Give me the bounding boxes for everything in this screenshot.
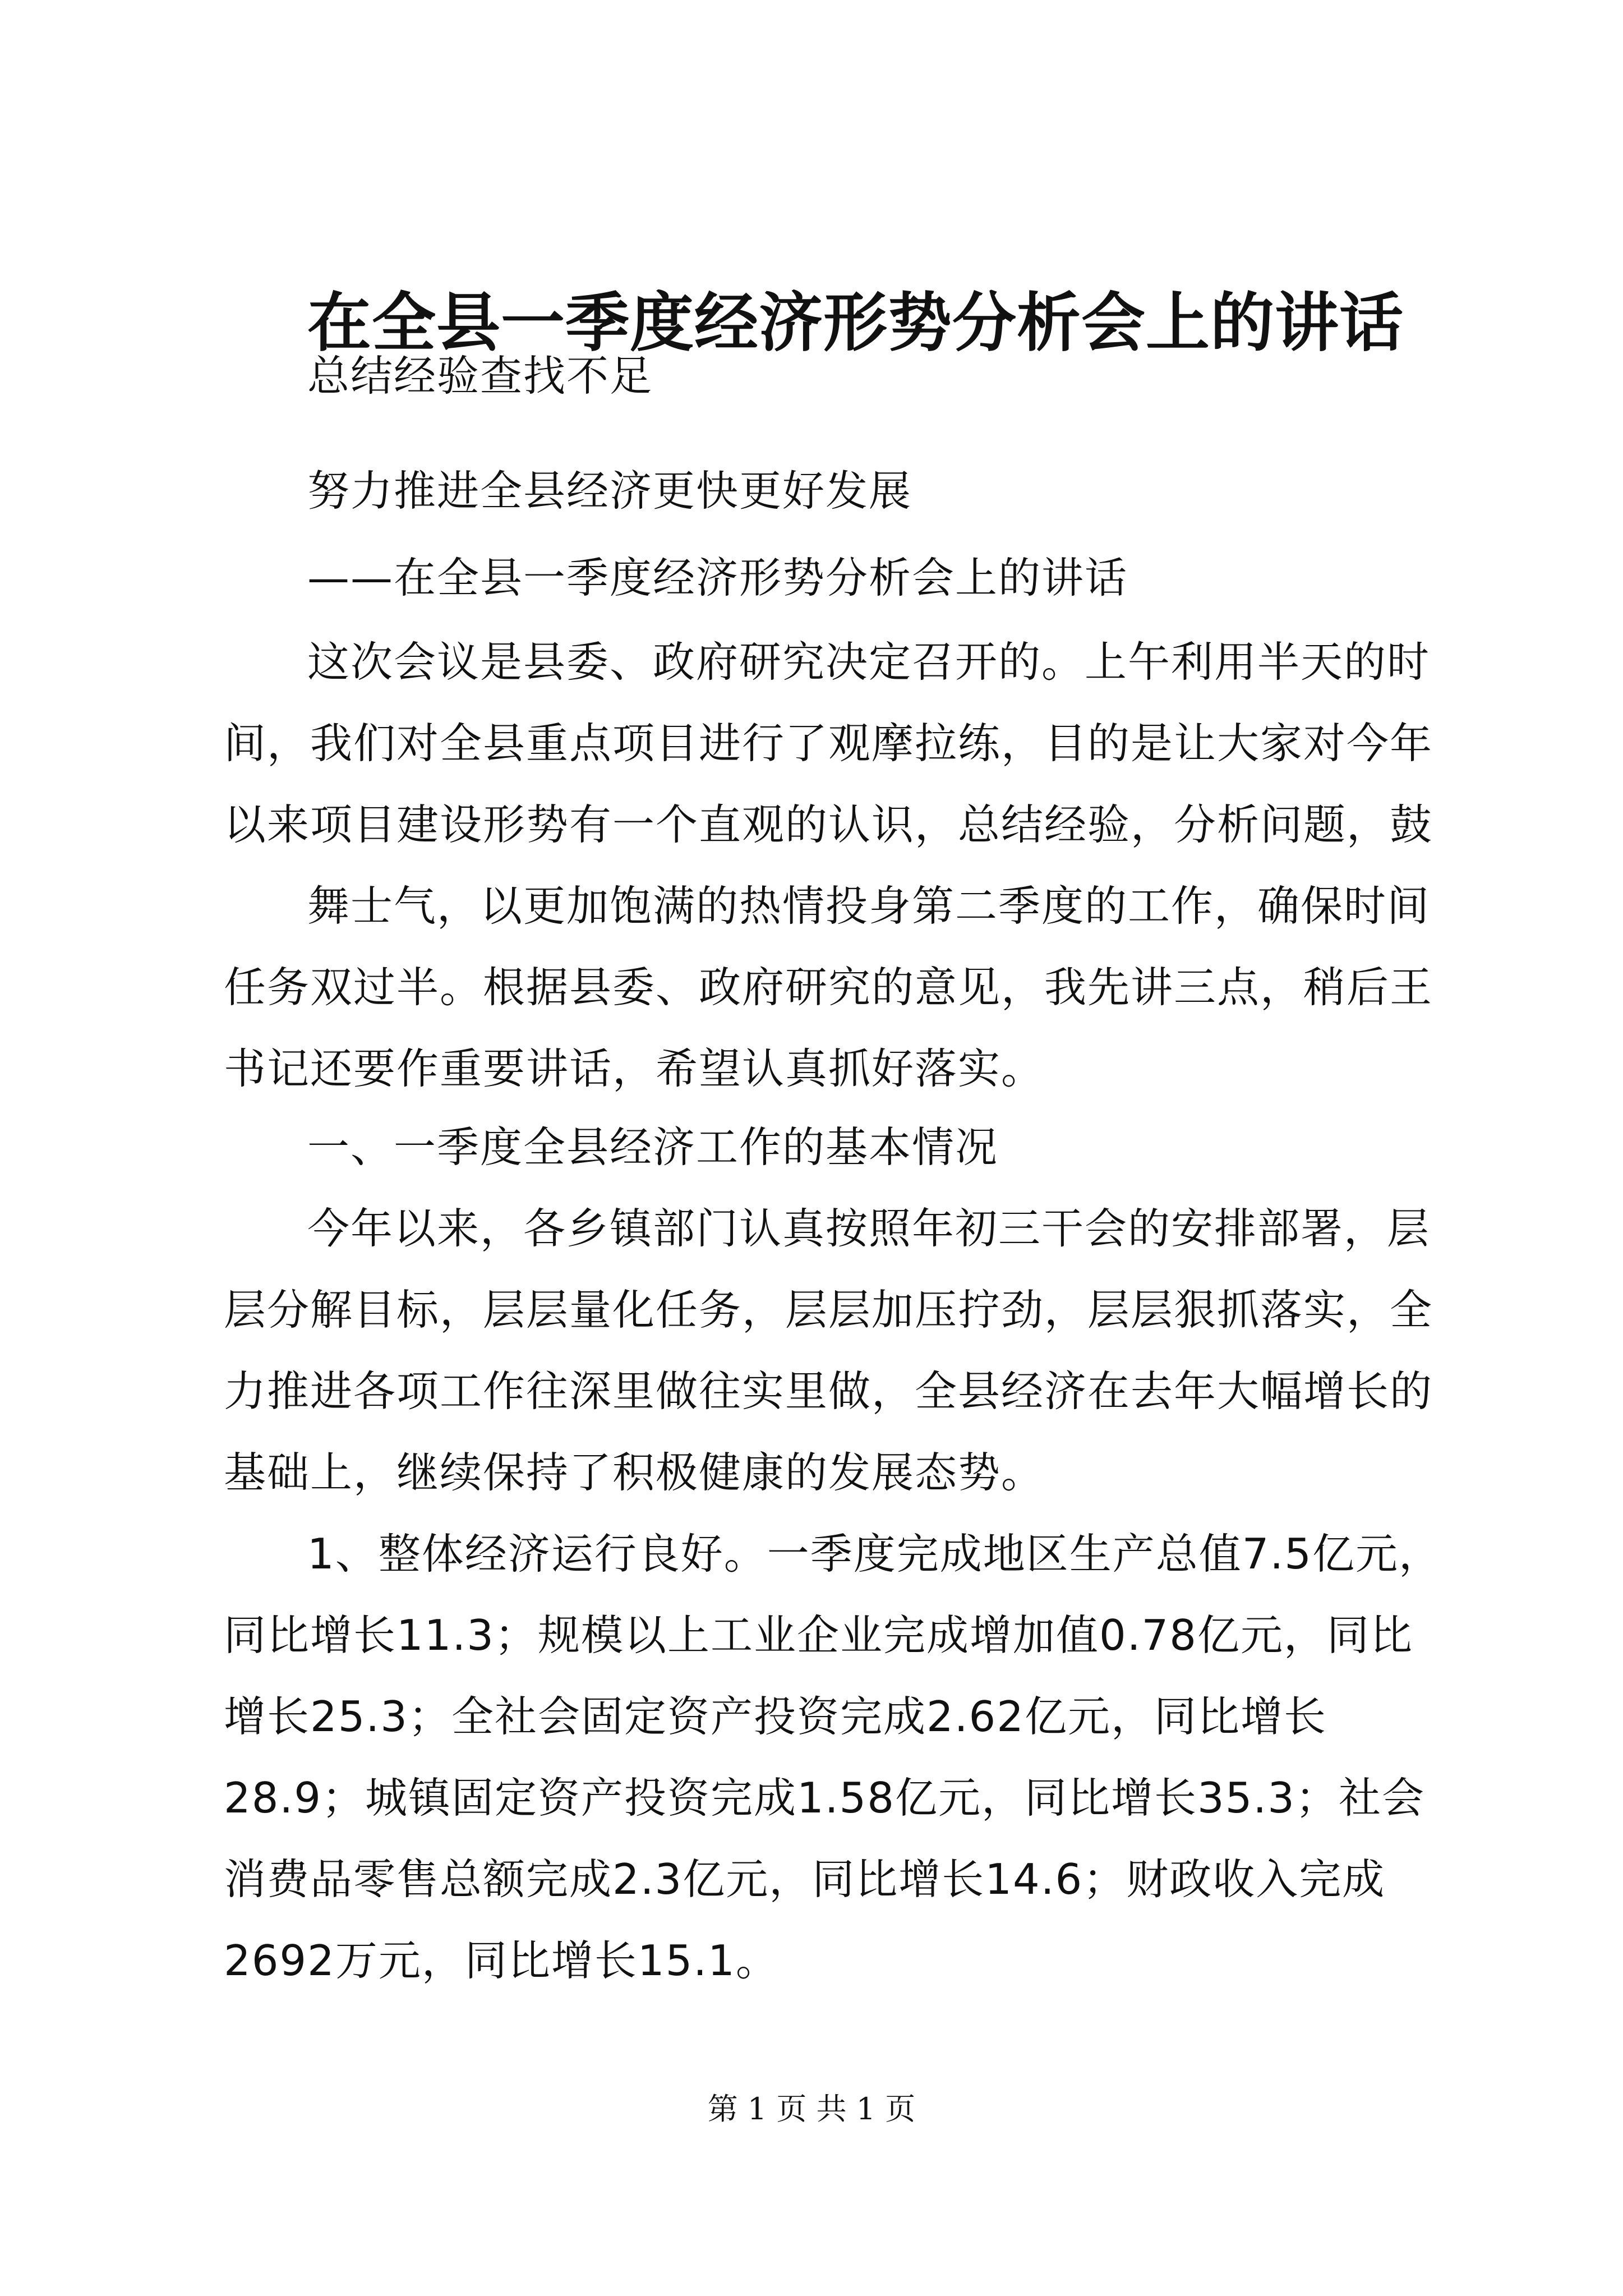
body-line: 任务双过半。根据县委、政府研究的意见，我先讲三点，稍后王 [224,963,1433,1012]
body-line: 增长25.3；全社会固定资产投资完成2.62亿元，同比增长 [224,1692,1327,1741]
body-line: 书记还要作重要讲话，希望认真抓好落实。 [224,1044,1045,1093]
document-title: 在全县一季度经济形势分析会上的讲话 [307,285,1404,360]
body-line: 2692万元，同比增长15.1。 [224,1936,779,1985]
subtitle-line-3: ——在全县一季度经济形势分析会上的讲话 [307,553,1128,602]
body-line: 间，我们对全县重点项目进行了观摩拉练，目的是让大家对今年 [224,719,1433,768]
body-line: 基础上，继续保持了积极健康的发展态势。 [224,1448,1045,1497]
body-line: 今年以来，各乡镇部门认真按照年初三干会的安排部署，层 [307,1204,1431,1253]
body-line: 28.9；城镇固定资产投资完成1.58亿元，同比增长35.3；社会 [224,1773,1425,1823]
body-line: 消费品零售总额完成2.3亿元，同比增长14.6；财政收入完成 [224,1855,1386,1904]
page-footer: 第 1 页 共 1 页 [707,2091,916,2127]
subtitle-line-2: 努力推进全县经济更快更好发展 [307,466,912,516]
body-line: 力推进各项工作往深里做往实里做，全县经济在去年大幅增长的 [224,1366,1433,1416]
body-line: 这次会议是县委、政府研究决定召开的。上午利用半天的时 [307,637,1431,687]
body-line: 1、整体经济运行良好。一季度完成地区生产总值7.5亿元， [307,1529,1442,1579]
body-line: 同比增长11.3；规模以上工业企业完成增加值0.78亿元，同比 [224,1611,1413,1660]
body-line: 层分解目标，层层量化任务，层层加压拧劲，层层狠抓落实，全 [224,1285,1433,1335]
body-line: 舞士气，以更加饱满的热情投身第二季度的工作，确保时间 [307,881,1431,931]
body-line: 以来项目建设形势有一个直观的认识，总结经验，分析问题，鼓 [224,800,1433,849]
section-heading: 一、一季度全县经济工作的基本情况 [307,1122,999,1172]
subtitle-line-1: 总结经验查找不足 [307,351,653,401]
